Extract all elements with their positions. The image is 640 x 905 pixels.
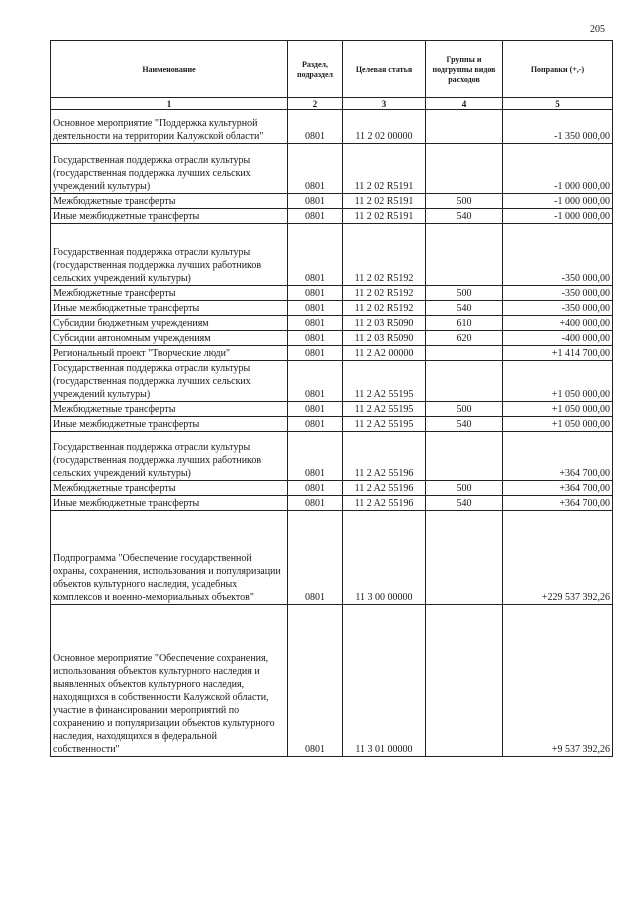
row-group: 540	[426, 209, 503, 224]
row-amount: +9 537 392,26	[503, 605, 613, 757]
row-amount: +1 050 000,00	[503, 402, 613, 417]
row-target: 11 2 A2 00000	[343, 346, 426, 361]
row-target: 11 2 A2 55196	[343, 496, 426, 511]
table-row	[51, 346, 613, 361]
row-group: 500	[426, 402, 503, 417]
row-name: Иные межбюджетные трансферты	[51, 417, 288, 432]
row-group: 500	[426, 286, 503, 301]
row-amount: +364 700,00	[503, 481, 613, 496]
header-amendments: Поправки (+,-)	[503, 41, 613, 98]
row-section: 0801	[288, 316, 343, 331]
row-amount: +1 050 000,00	[503, 361, 613, 402]
table-row	[51, 331, 613, 346]
row-name: Субсидии автономным учреждениям	[51, 331, 288, 346]
row-name: Иные межбюджетные трансферты	[51, 209, 288, 224]
row-section: 0801	[288, 496, 343, 511]
row-target: 11 2 02 R5191	[343, 144, 426, 194]
row-group	[426, 224, 503, 286]
row-amount: -1 350 000,00	[503, 110, 613, 144]
row-section: 0801	[288, 144, 343, 194]
row-name: Государственная поддержка отрасли культуры (государственная поддержка лучших сельских учреждений культуры)	[51, 144, 288, 194]
row-name: Основное мероприятие "Обеспечение сохранения, использования объектов культурного наследия и выявленных объектов культурного наследия, находящихся в собственности Калужской области, участие в финансировании мероприятий по сохранению и популяризации объектов культурного наследия, находящихся в федеральной собственности"	[51, 605, 288, 757]
row-target: 11 2 A2 55195	[343, 417, 426, 432]
header-name: Наименование	[51, 41, 288, 98]
row-target: 11 2 02 00000	[343, 110, 426, 144]
row-name: Государственная поддержка отрасли культуры (государственная поддержка лучших сельских учреждений культуры)	[51, 361, 288, 402]
row-group: 620	[426, 331, 503, 346]
table-row	[51, 511, 613, 605]
row-group: 500	[426, 481, 503, 496]
row-group	[426, 511, 503, 605]
table-row	[51, 605, 613, 757]
row-amount: +229 537 392,26	[503, 511, 613, 605]
row-section: 0801	[288, 224, 343, 286]
row-name: Иные межбюджетные трансферты	[51, 301, 288, 316]
row-target: 11 2 A2 55195	[343, 361, 426, 402]
table-body	[51, 110, 613, 757]
budget-amendments-table	[50, 40, 613, 757]
column-number: 2	[288, 98, 343, 110]
row-amount: -350 000,00	[503, 286, 613, 301]
row-name: Региональный проект "Творческие люди"	[51, 346, 288, 361]
row-amount: +400 000,00	[503, 316, 613, 331]
row-name: Межбюджетные трансферты	[51, 481, 288, 496]
row-target: 11 2 02 R5191	[343, 194, 426, 209]
row-name: Подпрограмма "Обеспечение государственной охраны, сохранения, использования и популяризации объектов культурного наследия, усадебных комплексов и военно-мемориальных объектов"	[51, 511, 288, 605]
row-name: Межбюджетные трансферты	[51, 402, 288, 417]
row-section: 0801	[288, 432, 343, 481]
column-number: 3	[343, 98, 426, 110]
row-group	[426, 361, 503, 402]
row-target: 11 2 03 R5090	[343, 331, 426, 346]
table-row	[51, 194, 613, 209]
row-group	[426, 144, 503, 194]
header-section: Раздел, подраздел	[288, 41, 343, 98]
table-row	[51, 402, 613, 417]
row-name: Основное мероприятие "Поддержка культурной деятельности на территории Калужской области"	[51, 110, 288, 144]
table-row	[51, 110, 613, 144]
page-number: 205	[590, 24, 605, 35]
row-amount: -400 000,00	[503, 331, 613, 346]
row-section: 0801	[288, 209, 343, 224]
row-section: 0801	[288, 417, 343, 432]
row-name: Государственная поддержка отрасли культуры (государственная поддержка лучших работников сельских учреждений культуры)	[51, 432, 288, 481]
row-group: 540	[426, 496, 503, 511]
row-target: 11 2 A2 55196	[343, 432, 426, 481]
table-row	[51, 417, 613, 432]
row-section: 0801	[288, 194, 343, 209]
row-section: 0801	[288, 331, 343, 346]
table-row	[51, 144, 613, 194]
table-row	[51, 361, 613, 402]
row-amount: -350 000,00	[503, 224, 613, 286]
table-header-row	[51, 41, 613, 98]
row-amount: +364 700,00	[503, 432, 613, 481]
row-section: 0801	[288, 110, 343, 144]
row-group: 610	[426, 316, 503, 331]
table-row	[51, 286, 613, 301]
row-name: Иные межбюджетные трансферты	[51, 496, 288, 511]
table-row	[51, 209, 613, 224]
table-row	[51, 316, 613, 331]
table-row	[51, 496, 613, 511]
row-target: 11 2 03 R5090	[343, 316, 426, 331]
row-target: 11 2 02 R5192	[343, 301, 426, 316]
row-group: 540	[426, 301, 503, 316]
table-row	[51, 432, 613, 481]
row-amount: -1 000 000,00	[503, 194, 613, 209]
table-row	[51, 301, 613, 316]
row-amount: +1 414 700,00	[503, 346, 613, 361]
row-section: 0801	[288, 301, 343, 316]
row-name: Межбюджетные трансферты	[51, 194, 288, 209]
row-amount: -350 000,00	[503, 301, 613, 316]
row-group: 540	[426, 417, 503, 432]
row-target: 11 2 02 R5192	[343, 286, 426, 301]
row-section: 0801	[288, 346, 343, 361]
row-target: 11 3 01 00000	[343, 605, 426, 757]
table-row	[51, 224, 613, 286]
row-amount: +364 700,00	[503, 496, 613, 511]
row-name: Межбюджетные трансферты	[51, 286, 288, 301]
column-number: 1	[51, 98, 288, 110]
row-group	[426, 605, 503, 757]
row-name: Государственная поддержка отрасли культуры (государственная поддержка лучших работников сельских учреждений культуры)	[51, 224, 288, 286]
row-group	[426, 110, 503, 144]
row-section: 0801	[288, 286, 343, 301]
row-target: 11 2 02 R5192	[343, 224, 426, 286]
column-number: 5	[503, 98, 613, 110]
column-number-row	[51, 98, 613, 110]
table-row	[51, 481, 613, 496]
row-section: 0801	[288, 402, 343, 417]
row-group	[426, 432, 503, 481]
row-target: 11 2 A2 55196	[343, 481, 426, 496]
header-target: Целевая статья	[343, 41, 426, 98]
row-amount: -1 000 000,00	[503, 144, 613, 194]
row-section: 0801	[288, 481, 343, 496]
row-section: 0801	[288, 511, 343, 605]
row-amount: +1 050 000,00	[503, 417, 613, 432]
header-groups: Группы и подгруппы видов расходов	[426, 41, 503, 98]
column-number: 4	[426, 98, 503, 110]
row-target: 11 2 02 R5191	[343, 209, 426, 224]
row-section: 0801	[288, 361, 343, 402]
row-target: 11 3 00 00000	[343, 511, 426, 605]
row-amount: -1 000 000,00	[503, 209, 613, 224]
row-section: 0801	[288, 605, 343, 757]
row-name: Субсидии бюджетным учреждениям	[51, 316, 288, 331]
row-group	[426, 346, 503, 361]
row-group: 500	[426, 194, 503, 209]
row-target: 11 2 A2 55195	[343, 402, 426, 417]
